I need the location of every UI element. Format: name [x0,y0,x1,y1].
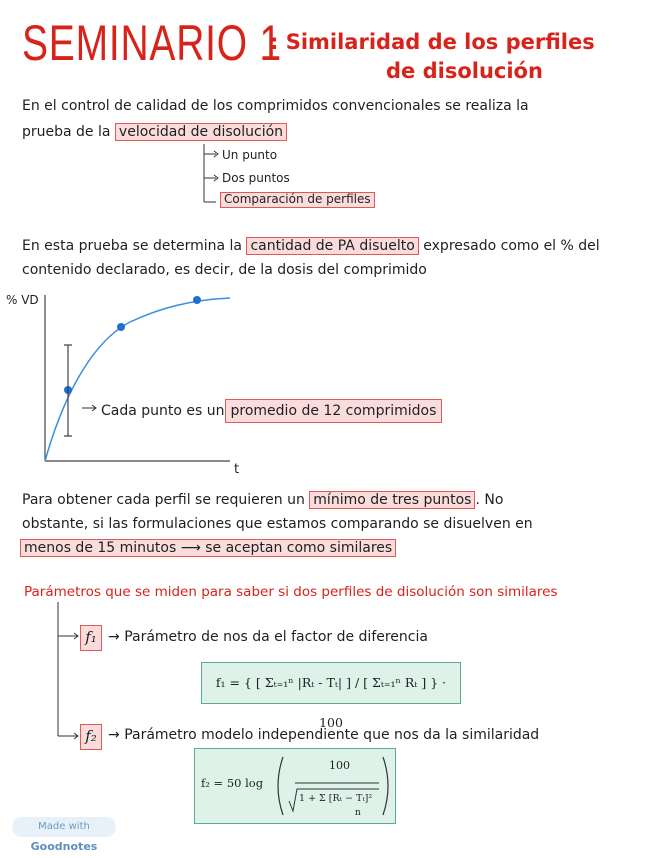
option-dos-puntos: Dos puntos [222,171,290,185]
page-title: SEMINARIO 1 [22,15,282,71]
graph-note [101,399,442,423]
f2-symbol-box: f₂ [80,724,102,750]
goodnotes-badge [12,817,116,853]
f1-symbol-box: f₁ [80,625,102,651]
perfil-line1 [22,491,503,509]
curve-point-3 [193,296,201,304]
highlight-comparacion: Comparación de perfiles [220,192,375,208]
highlight-menos-15: menos de 15 minutos ⟶ se aceptan como similares [20,539,396,557]
f2-lhs: f₂ = 50 log [201,776,264,790]
f2-denominator-n: n [355,808,361,818]
intro-line1: En el control de calidad de los comprimidos convencionales se realiza la [22,98,529,114]
curve-point-2 [117,323,125,331]
f2-description: → Parámetro modelo independiente que nos da la similaridad [108,727,540,743]
option-un-punto: Un punto [222,148,278,162]
prueba-line2: contenido declarado, es decir, de la dosis del comprimido [22,262,427,278]
prueba-line1-prefix: En esta prueba se determina la [22,238,243,254]
graph-x-label: t [234,462,240,477]
dissolution-graph [30,290,270,470]
f1-description: → Parámetro de nos da el factor de diferencia [108,629,428,645]
perfil-line1-suffix: . No [475,492,504,508]
intro-line2 [22,123,287,141]
page-subtitle-line1: : Similaridad de los perfiles [270,30,595,54]
highlight-minimo: mínimo de tres puntos [309,491,475,509]
highlight-velocidad: velocidad de disolución [115,123,287,141]
f2-description-text: Parámetro modelo independiente que nos da la similaridad [124,727,540,743]
prueba-line1-suffix: expresado como el % del [423,238,600,254]
prueba-line1 [22,237,600,255]
f2-formula-box [194,748,396,824]
perfil-line1-prefix: Para obtener cada perfil se requieren un [22,492,305,508]
highlight-cantidad: cantidad de PA disuelto [246,237,418,255]
perfil-line2: obstante, si las formulaciones que estamos comparando se disuelven en [22,516,533,532]
perfil-line3 [20,539,396,557]
graph-y-label: % VD [6,293,39,307]
badge-prefix: Made with [38,821,90,832]
f2-numerator: 100 [329,759,350,772]
note-arrow [82,405,96,411]
badge-brand: Goodnotes [30,840,98,853]
dissolution-curve [45,298,230,461]
f1-formula-box [201,662,461,730]
f2-denominator: 1 + Σ [Rₜ − Tₜ]² [299,793,373,804]
f1-description-text: Parámetro de nos da el factor de diferencia [124,629,428,645]
page-subtitle-line2: de disolución [386,59,543,83]
highlight-promedio: promedio de 12 comprimidos [225,399,443,423]
graph-note-prefix: Cada punto es un [101,403,225,419]
f1-formula: f₁ = { [ Σₜ₌₁ⁿ |Rₜ - Tₜ| ] / [ Σₜ₌₁ⁿ Rₜ ] } · 100 [215,675,447,730]
intro-line2-prefix: prueba de la [22,124,111,140]
parametros-heading: Parámetros que se miden para saber si dos perfiles de disolución son similares [24,584,558,600]
option-comparacion [220,192,375,208]
